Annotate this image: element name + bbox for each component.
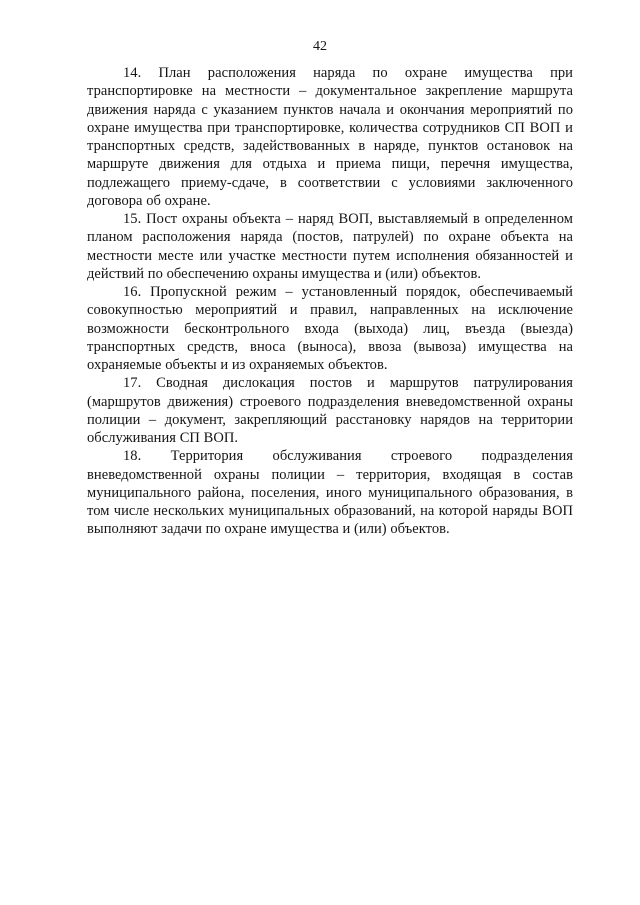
paragraph-15: 15. Пост охраны объекта – наряд ВОП, выставляемый в определенном планом расположения наряда (постов, патрулей) по охране объекта на местности месте или участке местности путем исполнения обязанностей и действий по обеспечению охраны имущества и (или) объектов. bbox=[87, 211, 573, 282]
paragraph-16: 16. Пропускной режим – установленный порядок, обеспечиваемый совокупностью мероприятий и правил, направленных на исключение возможности бесконтрольного входа (выхода) лиц, въезда (выезда) транспортных средств, вноса (выноса), ввоза (вывоза) имущества на охраняемые объекты и из охраняемых объектов. bbox=[87, 284, 573, 373]
document-body bbox=[87, 64, 573, 539]
paragraph-17: 17. Сводная дислокация постов и маршрутов патрулирования (маршрутов движения) строевого подразделения вневедомственной охраны полиции – документ, закрепляющий расстановку нарядов на территории обслуживания СП ВОП. bbox=[87, 375, 573, 446]
paragraph-18: 18. Территория обслуживания строевого подразделения вневедомственной охраны полиции – территория, входящая в состав муниципального района, поселения, иного муниципального образования, в том числе нескольких муниципальных образований, на которой наряды ВОП выполняют задачи по охране имущества и (или) объектов. bbox=[87, 448, 573, 538]
paragraph-14: 14. План расположения наряда по охране имущества при транспортировке на местности – документальное закрепление маршрута движения наряда с указанием пунктов начала и окончания мероприятий по охране имущества при транспортировке, количества сотрудников СП ВОП и транспортных средств, задействованных в наряде, пунктов остановок на маршруте движения для отдыха и приема пищи, перечня имущества, подлежащего приему-сдаче, в соответствии с условиями заключенного договора об охране. bbox=[87, 65, 573, 209]
page-number: 42 bbox=[313, 39, 327, 54]
